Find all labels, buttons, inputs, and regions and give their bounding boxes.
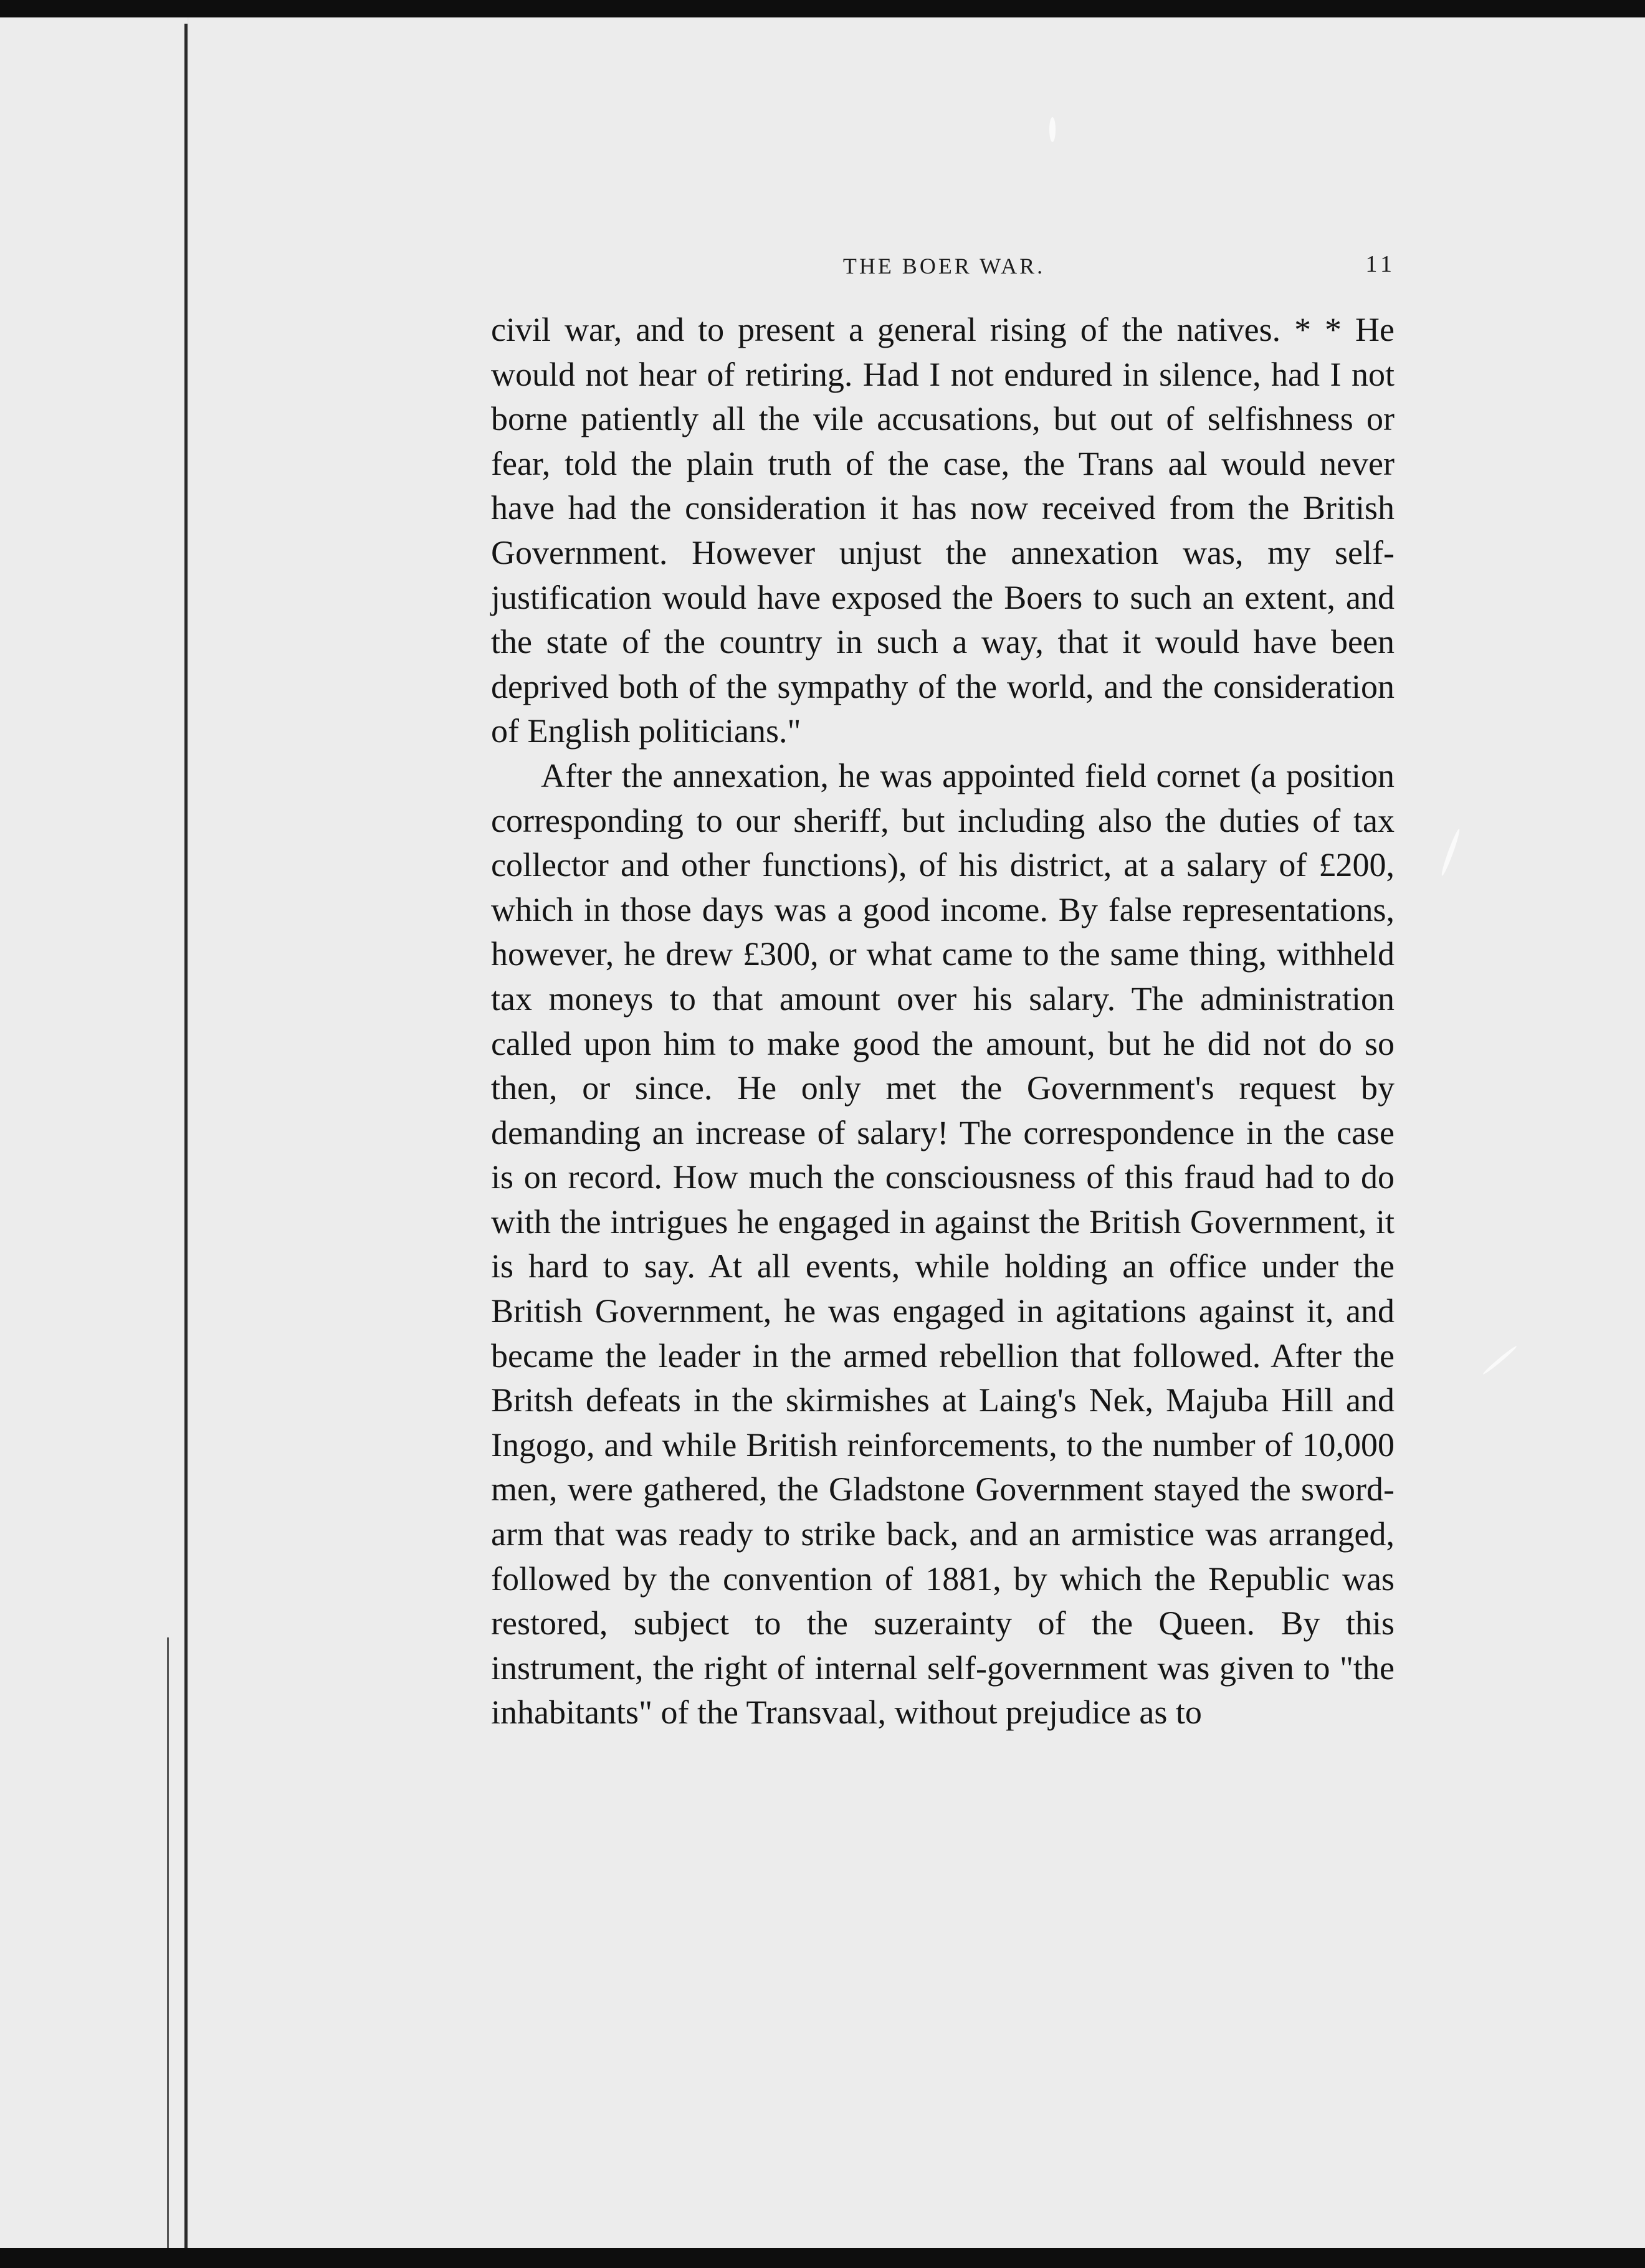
running-head-title: THE BOER WAR. bbox=[842, 254, 1046, 279]
page-number: 11 bbox=[1365, 251, 1396, 277]
paragraph: After the annexation, he was appointed field cornet (a position corresponding to our sheriff, but including also the duties of tax collector and other functions), of his district, at a salary of £200, which in those days was a good income. By false representations, however, he drew £300, or what came to the same thing, withheld tax moneys to that amount over his salary. The administration called upon him to make good the amount, but he did not do so then, or since. He only met the Government's request by demanding an increase of salary! The correspondence in the case is on record. How much the consciousness of this fraud had to do with the intrigues he engaged in against the British Government, it is hard to say. At all events, while holding an office under the British Government, he was engaged in agitations against it, and became the leader in the armed rebellion that followed. After the Britsh defeats in the skirmishes at Laing's Nek, Majuba Hill and Ingogo, and while British reinforcements, to the number of 10,000 men, were gathered, the Gladstone Government stayed the sword-arm that was ready to strike back, and an armistice was arranged, followed by the convention of 1881, by which the Republic was restored, subject to the suzerainty of the Queen. By this instrument, the right of internal self-government was given to "the inhabitants" of the Transvaal, without prejudice as to bbox=[491, 756, 1395, 1732]
binding-gutter-line bbox=[184, 24, 188, 2248]
facing-page-edge bbox=[0, 17, 187, 2248]
binding-gutter-shadow bbox=[167, 1637, 169, 2248]
paragraph-continued: civil war, and to present a general rising of the natives. * * He would not hear of retiring. Had I not endured in silence, had I not borne patiently all the vile accusations, but out of selfishness or fear, told the plain truth of the case, the Trans aal would never have had the consideration it has now received from the British Government. However unjust the annexation was, my self-justification would have exposed the Boers to such an extent, and the state of the country in such a way, that it would have been deprived both of the sympathy of the world, and the consideration of English politicians." bbox=[491, 311, 1395, 750]
scan-speck bbox=[1482, 1345, 1517, 1376]
scanned-page-spread bbox=[0, 17, 1645, 2248]
scan-speck bbox=[1049, 117, 1056, 142]
scan-speck bbox=[1440, 828, 1462, 877]
running-head bbox=[632, 234, 1396, 284]
body-text bbox=[491, 308, 1395, 1735]
